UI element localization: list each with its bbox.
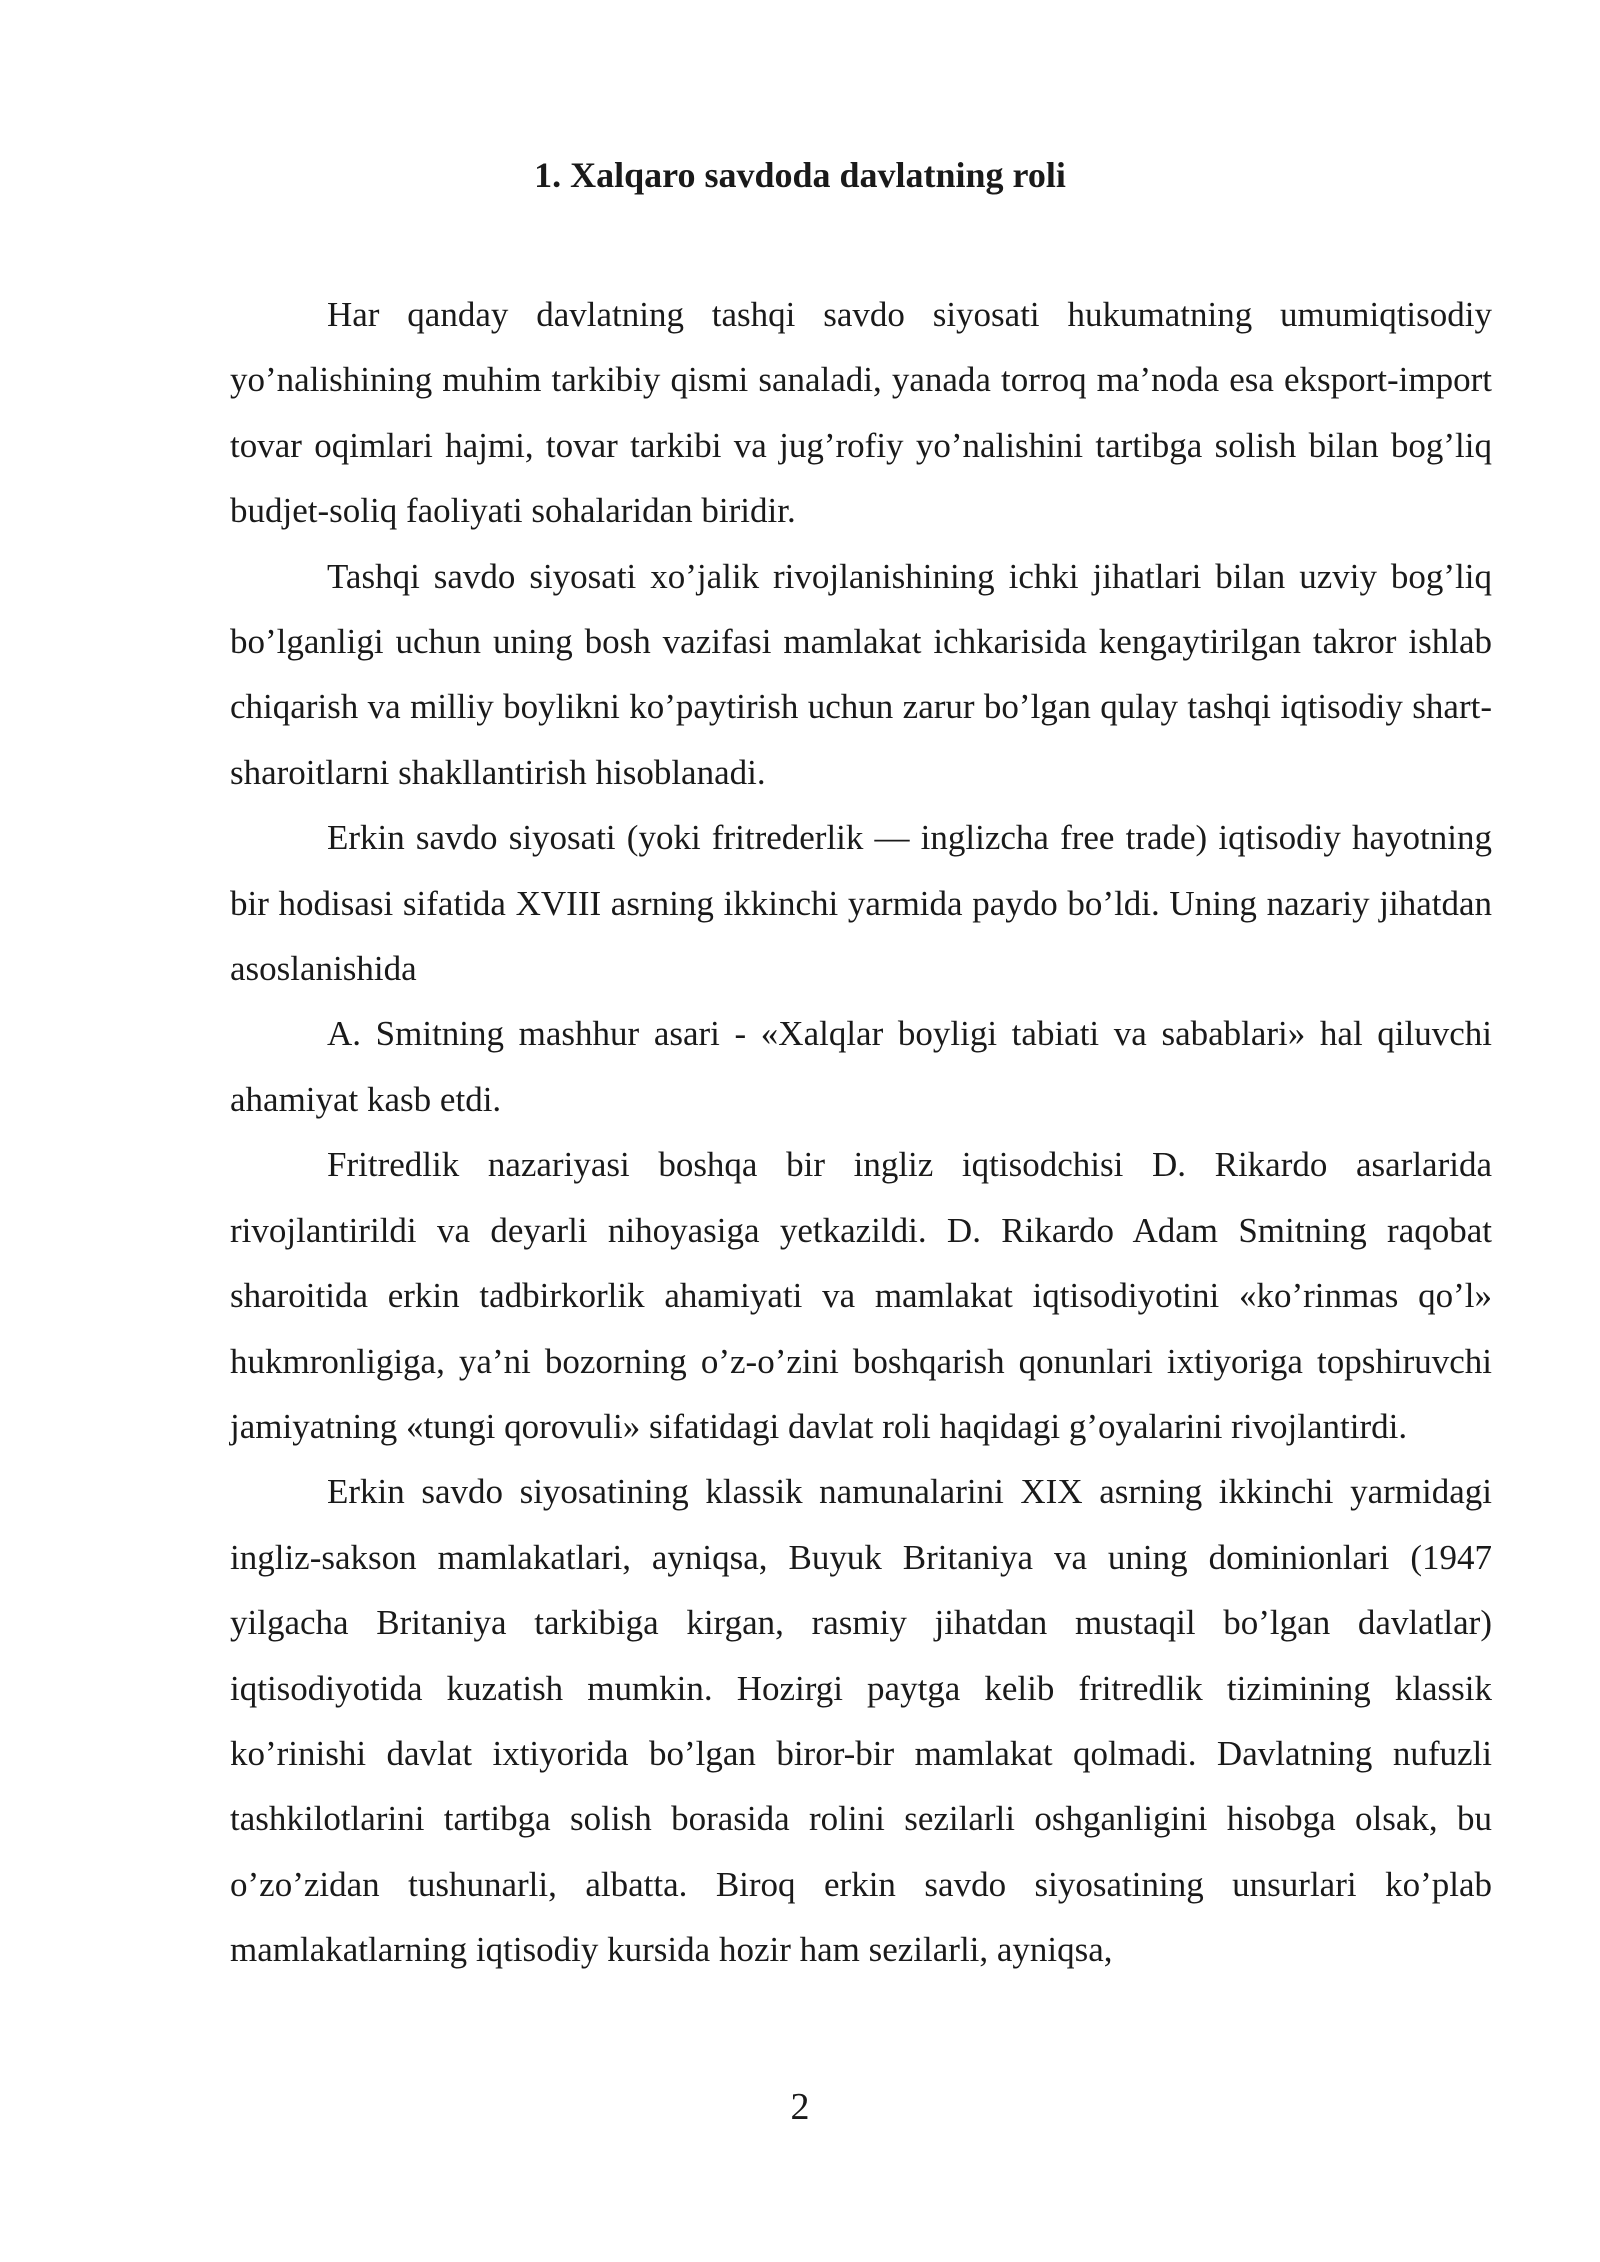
page-number: 2 [790,2086,810,2128]
paragraph: Har qanday davlatning tashqi savdo siyosati hukumatning umumiqtisodiy yo’nalishining muhim tarkibiy qismi sanaladi, yanada torroq ma’noda esa eksport-import tovar oqimlari hajmi, tovar tarkibi va jug’rofiy yo’nalishini tartibga solish bilan bog’liq budjet-soliq faoliyati sohalaridan biridir. [230,295,1492,531]
paragraph: Erkin savdo siyosatining klassik namunalarini XIX asrning ikkinchi yarmidagi ingliz-sakson mamlakatlari, ayniqsa, Buyuk Britaniya va uning dominionlari (1947 yilgacha Britaniya tarkibiga kirgan, rasmiy jihatdan mustaqil bo’lgan davlatlar) iqtisodiyotida kuzatish mumkin. Hozirgi paytga kelib fritredlik tizimining klassik ko’rinishi davlat ixtiyorida bo’lgan biror-bir mamlakat qolmadi. Davlatning nufuzli tashkilotlarini tartibga solish borasida rolini sezilarli oshganligini hisobga olsak, bu o’zo’zidan tushunarli, albatta. Biroq erkin savdo siyosatining unsurlari ko’plab mamlakatlarning iqtisodiy kursida hozir ham sezilarli, ayniqsa, [230,1472,1492,1970]
paragraph: Tashqi savdo siyosati xo’jalik rivojlanishining ichki jihatlari bilan uzviy bog’liq bo’lganligi uchun uning bosh vazifasi mamlakat ichkarisida kengaytirilgan takror ishlab chiqarish va milliy boylikni ko’paytirish uchun zarur bo’lgan qulay tashqi iqtisodiy shart-sharoitlarni shakllantirish hisoblanadi. [230,556,1492,792]
paragraph: Fritredlik nazariyasi boshqa bir ingliz iqtisodchisi D. Rikardo asarlarida rivojlantirildi va deyarli nihoyasiga yetkazildi. D. Rikardo Adam Smitning raqobat sharoitida erkin tadbirkorlik ahamiyati va mamlakat iqtisodiyotini «ko’rinmas qo’l» hukmronligiga, ya’ni bozorning o’z-o’zini boshqarish qonunlari ixtiyoriga topshiruvchi jamiyatning «tungi qorovuli» sifatidagi davlat roli haqidagi g’oyalarini rivojlantirdi. [230,1145,1492,1446]
section-title: 1. Xalqaro savdoda davlatning roli [534,155,1066,195]
paragraph: A. Smitning mashhur asari - «Xalqlar boyligi tabiati va sabablari» hal qiluvchi ahamiyat kasb etdi. [230,1014,1492,1119]
body-text [230,282,1492,1983]
paragraph: Erkin savdo siyosati (yoki fritrederlik — inglizcha free trade) iqtisodiy hayotning bir hodisasi sifatida XVIII asrning ikkinchi yarmida paydo bo’ldi. Uning nazariy jihatdan asoslanishida [230,818,1492,989]
